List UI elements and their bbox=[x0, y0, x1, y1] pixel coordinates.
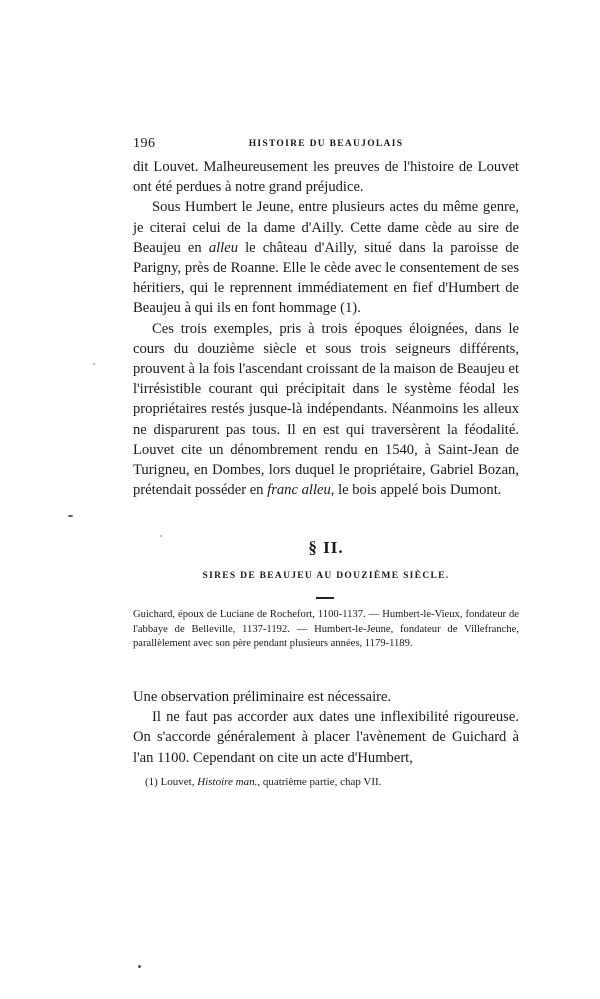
footnote-text: (1) Louvet, bbox=[145, 776, 198, 788]
ink-speck bbox=[138, 965, 141, 968]
ink-speck bbox=[160, 535, 162, 537]
running-title: HISTOIRE DU BEAUJOLAIS bbox=[248, 139, 404, 149]
ink-speck bbox=[93, 363, 95, 365]
main-text bbox=[133, 157, 519, 500]
paragraph-text: Ces trois exemples, pris à trois époques éloignées, dans le cours du douzième siècle et sous trois seigneurs différents, prouvent à la fois l'ascendant croissant de la maison de Beaujeu et l'irrésistible courant qui précipitait dans le système féodal les propriétaires restés jusque-là indépendants. Néanmoins les alleux ne disparurent pas tous. Il en est qui traversèrent la féodalité. Louvet cite un dénombrement rendu en 1540, à Saint-Jean de Turigneu, en Dombes, lors duquel le propriétaire, Gabriel Bozan, prétendait posséder en bbox=[133, 320, 519, 499]
italic-term: alleu bbox=[208, 239, 238, 256]
page-number: 196 bbox=[133, 136, 156, 151]
footnote-text: , quatrième partie, chap VII. bbox=[257, 776, 382, 788]
paragraph-text: , le bois appelé bois Dumont. bbox=[330, 482, 502, 499]
paragraph: Il ne faut pas accorder aux dates une inflexibilité rigoureuse. On s'accorde généralement à placer l'avènement de Guichard à l'an 1100. Cependant on cite un acte d'Humbert, bbox=[133, 709, 519, 766]
paragraph bbox=[133, 319, 519, 501]
section-heading: SIRES DE BEAUJEU AU DOUZIÈME SIÈCLE. bbox=[202, 571, 450, 581]
ink-speck bbox=[68, 515, 73, 517]
section-number: § II. bbox=[308, 538, 344, 557]
paragraph-text: Sous Humbert le Jeune, entre plusieurs actes du même genre, je citerai celui de la dame d'Ailly. Cette dame cède au sire de Beaujeu en bbox=[133, 199, 519, 256]
section-summary: Guichard, époux de Luciane de Rochefort, 1100-1137. — Humbert-le-Vieux, fondateur de l'abbaye de Belleville, 1137-1192. — Humbert-le-Jeune, fondateur de Villefranche, parallèlement avec son père pendant plusieurs années, 1179-1189. bbox=[133, 609, 519, 649]
page-header bbox=[133, 136, 519, 154]
paragraph: Une observation préliminaire est nécessaire. bbox=[133, 689, 392, 705]
section-divider bbox=[316, 597, 334, 599]
footnote bbox=[145, 775, 515, 789]
italic-term: franc alleu bbox=[267, 482, 331, 499]
paragraph bbox=[133, 197, 519, 318]
paragraph: dit Louvet. Malheureusement les preuves de l'histoire de Louvet ont été perdues à notre grand préjudice. bbox=[133, 159, 519, 196]
main-text-continued bbox=[133, 687, 519, 768]
paragraph-text: le château d'Ailly, situé dans la paroisse de Parigny, près de Roanne. Elle le cède avec le consentement de ses héritiers, qui le reprennent immédiatement en fief d'Humbert de Beaujeu à qui ils en font hommage (1). bbox=[133, 239, 519, 317]
footnote-italic: Histoire man. bbox=[197, 776, 258, 788]
